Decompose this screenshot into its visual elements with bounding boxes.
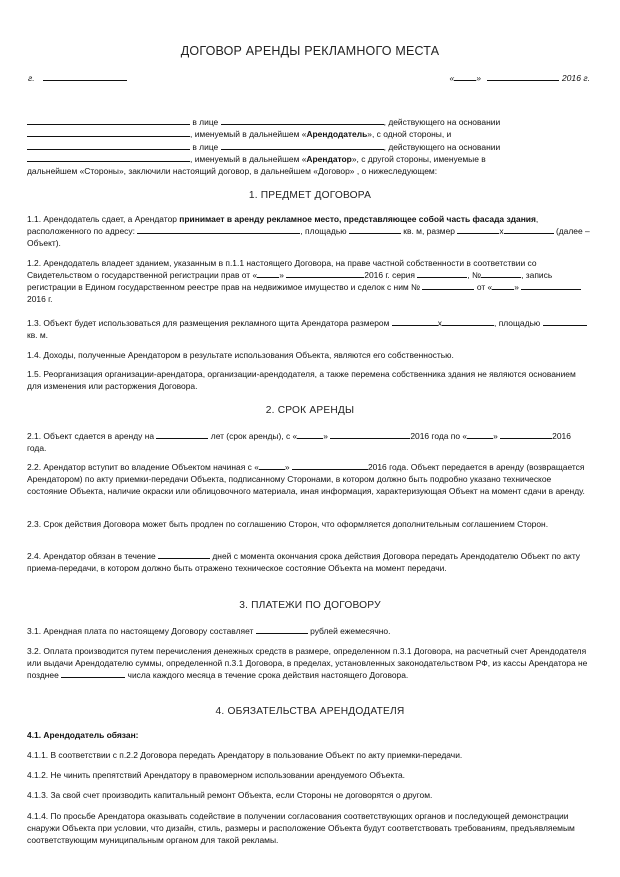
date-quote-open: « <box>449 73 455 83</box>
text: , <box>493 318 497 328</box>
blank <box>256 625 308 634</box>
clause-4-1-2: 4.1.2. Не чинить препятствий Арендатору в правомерном использовании арендуемого Объекта. <box>27 770 406 780</box>
date-line <box>450 72 590 83</box>
blank <box>27 116 190 125</box>
clause-4-1 <box>27 729 592 741</box>
text: 4.1. Арендодатель обязан: <box>27 730 139 740</box>
text: , именуемый в дальнейшем <box>190 129 302 139</box>
text: 2.4. Арендатор обязан в течение <box>27 551 156 561</box>
text: 2016 года. <box>27 431 571 453</box>
text: кв. м. <box>27 330 49 340</box>
text: от « <box>476 282 493 292</box>
blank <box>349 225 401 234</box>
text: , № <box>467 270 482 280</box>
city-line <box>28 72 127 83</box>
clause-4-1-3: 4.1.3. За свой счет производить капитальный ремонт Объекта, если Стороны не договорятся о другом. <box>27 790 433 800</box>
city-prefix: г. <box>28 73 35 83</box>
text: 2016 года. Объект передается в аренду (возвращается Арендатором) по акту приемки-передачи Объекта, подписанному Сторонами, в котором должно быть подробно указано техническое состояние Объекта, наличие окраски или облицовочного материала, иная информация, характеризующая Объект на момент сдачи в аренду. <box>27 462 585 496</box>
city-blank <box>43 72 127 81</box>
party-line-2 <box>27 128 597 140</box>
party-line-4 <box>27 153 597 165</box>
section-3-heading: 3. ПЛАТЕЖИ ПО ДОГОВОРУ <box>239 600 381 611</box>
text: дней с момента окончания срока действия Договора передать Арендодателю Объект по акту приема-передачи, в котором должно быть отражено техническое состояние Объекта на момент передачи. <box>27 551 581 573</box>
section-1-heading: 1. ПРЕДМЕТ ДОГОВОРА <box>248 190 372 201</box>
clause-4-1-4: 4.1.4. По просьбе Арендатора оказывать содействие в получении согласования соответствующих органов и последующей демонстрации снаружи Объекта при условии, что дизайн, стиль, размеры и расположение Объекта будут соответствовать требованиям, предъявляемым соответствующим муниципальным органом для такой рекламы. <box>27 811 575 845</box>
date-quote-close: » <box>476 73 482 83</box>
blank <box>221 116 384 125</box>
blank <box>259 461 285 470</box>
text: числа каждого месяца в течение срока действия настоящего Договора. <box>127 670 409 680</box>
blank <box>27 128 190 137</box>
blank <box>467 430 493 439</box>
text: , расположенного по адресу: <box>27 214 539 236</box>
text: , запись регистрации в Едином государственном реестре прав на недвижимое имущество и сделок с ним № <box>27 270 553 292</box>
text: » <box>323 431 328 441</box>
text: 2016 г. серия <box>364 270 415 280</box>
blank <box>158 550 210 559</box>
blank <box>27 153 190 162</box>
clause-2-1 <box>27 430 592 454</box>
blank <box>257 269 279 278</box>
text: 2.1. Объект сдается в аренду на <box>27 431 155 441</box>
text: , действующего на основании <box>383 142 501 152</box>
blank <box>330 430 410 439</box>
text: » <box>284 462 290 472</box>
text: в лице <box>192 117 219 127</box>
clause-1-5: 1.5. Реорганизация организации-арендатора, организации-арендодателя, а также перемена собственника здания не являются основанием для изменения или расторжения Договора. <box>27 369 576 391</box>
blank <box>504 225 554 234</box>
clause-3-1 <box>27 625 592 637</box>
month-blank <box>487 72 559 81</box>
blank <box>442 317 497 328</box>
clause-2-4 <box>27 550 592 574</box>
text: », с одной стороны, и <box>367 129 452 139</box>
blank <box>221 141 384 150</box>
text: « <box>301 129 307 139</box>
text: , действующего на основании <box>383 117 501 127</box>
text: х <box>437 318 442 328</box>
text: площадью <box>498 318 541 328</box>
blank <box>61 669 125 678</box>
text: кв. м, размер <box>403 226 455 236</box>
blank <box>137 225 300 234</box>
clause-1-2 <box>27 257 592 305</box>
text: рублей ежемесячно. <box>310 626 391 636</box>
document-title: ДОГОВОР АРЕНДЫ РЕКЛАМНОГО МЕСТА <box>180 44 440 58</box>
date-year: 2016 г. <box>561 73 590 83</box>
clause-4-1-1: 4.1.1. В соответствии с п.2.2 Договора передать Арендатору в пользование Объект по акту приемки-передачи. <box>27 750 463 760</box>
text: », с другой стороны, именуемые в <box>351 154 486 164</box>
day-blank <box>454 72 476 81</box>
blank <box>492 281 514 290</box>
blank <box>543 317 587 326</box>
clause-1-1 <box>27 213 592 249</box>
clause-3-2 <box>27 645 592 681</box>
party-line-1 <box>27 116 597 128</box>
blank <box>392 317 438 326</box>
text: , именуемый в дальнейшем « <box>190 154 307 164</box>
text: 1.2. Арендодатель владеет зданием, указанным в п.1.1 настоящего Договора, на праве частной собственности в соответствии со Свидетельством о государственной регистрации прав от « <box>27 258 537 280</box>
text: 3.2. Оплата производится путем перечисления денежных средств в размере, определенном п.3.1 Договора, на расчетный счет Арендодателя или выдачи Арендодателю суммы, определенной п.3.1 Договора, в пределах, установленных законодательством РФ, из кассы Арендатора не позднее <box>27 646 588 680</box>
clause-1-3 <box>27 317 592 341</box>
blank <box>422 281 474 290</box>
blank <box>457 225 499 234</box>
section-2-heading: 2. СРОК АРЕНДЫ <box>265 405 355 416</box>
text: » <box>279 270 284 280</box>
blank <box>500 430 552 439</box>
text: » <box>493 431 498 441</box>
blank <box>292 461 368 470</box>
blank <box>521 281 581 290</box>
blank <box>297 430 323 439</box>
clause-1-4: 1.4. Доходы, полученные Арендатором в результате использования Объекта, являются его собственностью. <box>27 350 454 360</box>
blank <box>417 269 467 278</box>
party-line-3 <box>27 141 597 153</box>
text: 1.1. Арендодатель сдает, а Арендатор <box>27 214 180 224</box>
text: 2016 года по « <box>410 431 468 441</box>
text: х <box>499 226 504 236</box>
text: в лице <box>192 142 219 152</box>
text: принимает в аренду рекламное место, представляющее собой часть фасада здания <box>179 214 536 224</box>
blank <box>286 269 364 278</box>
party-line-5: дальнейшем «Стороны», заключили настоящий договор, в дальнейшем «Договор» , о нижеследующем: <box>27 166 438 176</box>
text: , площадью <box>300 226 347 236</box>
text: 1.3. Объект будет использоваться для размещения рекламного щита Арендатора размером <box>27 318 390 328</box>
text: » <box>514 282 519 292</box>
blank <box>27 141 190 150</box>
clause-2-2 <box>27 461 592 497</box>
blank <box>481 269 521 278</box>
text: 2016 г. <box>27 294 53 304</box>
blank <box>156 430 208 439</box>
text: 3.1. Арендная плата по настоящему Договору составляет <box>27 626 254 636</box>
clause-2-3: 2.3. Срок действия Договора может быть продлен по соглашению Сторон, что оформляется дополнительным соглашением Сторон. <box>27 519 549 529</box>
text: лет (срок аренды), с « <box>210 431 298 441</box>
section-4-heading: 4. ОБЯЗАТЕЛЬСТВА АРЕНДОДАТЕЛЯ <box>215 706 405 717</box>
lessor-term: Арендодатель <box>306 129 368 139</box>
text: (далее – Объект). <box>27 226 590 248</box>
text: 2.2. Арендатор вступит во владение Объектом начиная с « <box>27 462 259 472</box>
lessee-term: Арендатор <box>306 154 352 164</box>
